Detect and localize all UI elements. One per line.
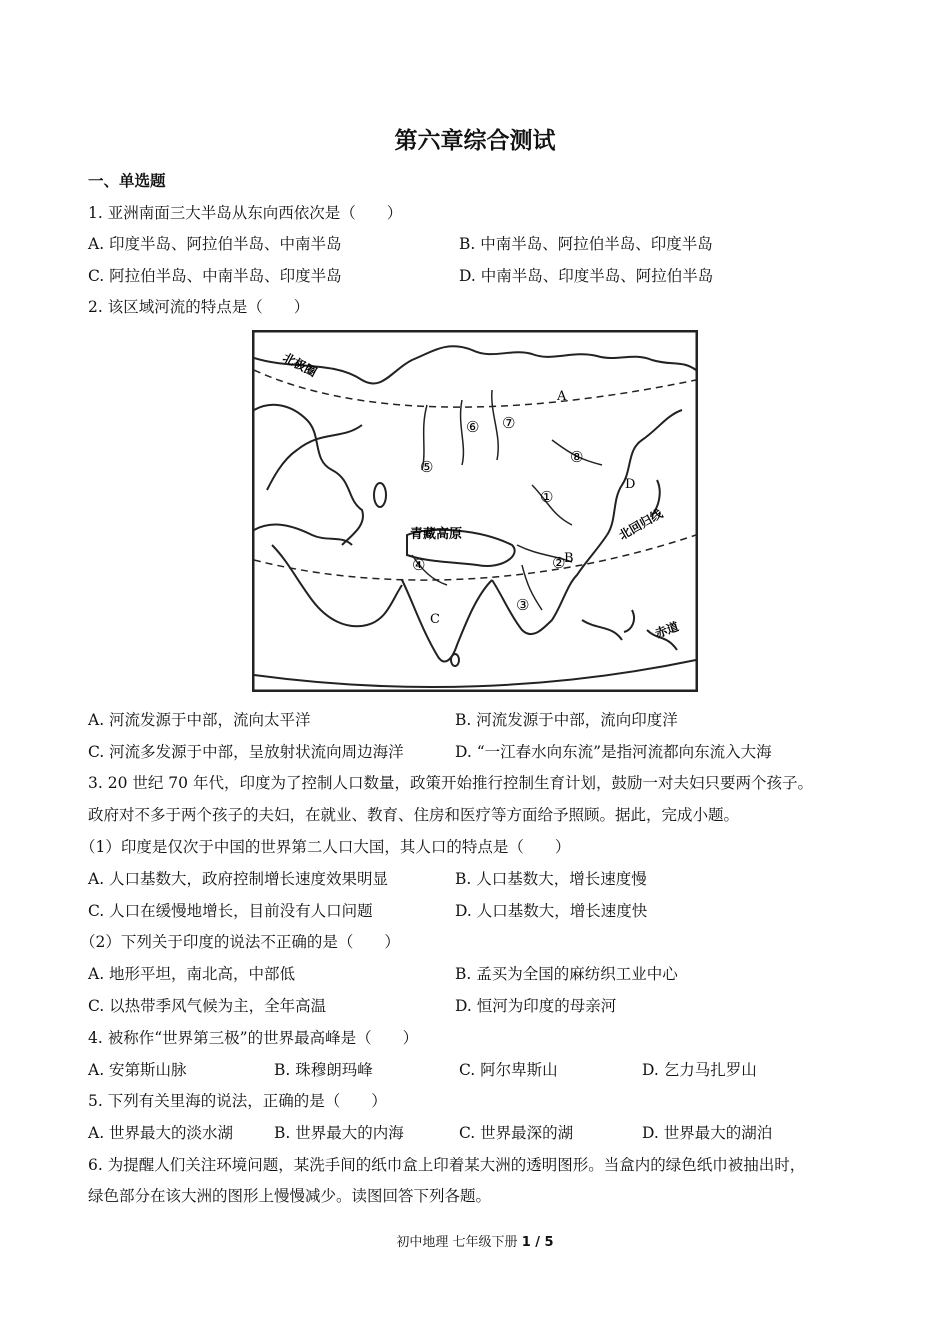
- q5-option-b: B. 世界最大的内海: [274, 1124, 404, 1142]
- map-number-2: ②: [552, 554, 566, 572]
- map-number-1: ①: [540, 488, 554, 506]
- page-title: 第六章综合测试: [394, 128, 556, 154]
- map-number-7: ⑦: [502, 414, 516, 432]
- q3-sub1-option-d: D. 人口基数大，增长速度快: [455, 902, 648, 920]
- q3-sub1-option-b: B. 人口基数大，增长速度慢: [455, 870, 647, 888]
- q3-sub2-option-d: D. 恒河为印度的母亲河: [455, 997, 617, 1015]
- q1-option-d: D. 中南半岛、印度半岛、阿拉伯半岛: [459, 267, 714, 285]
- q1-stem: 1. 亚洲南面三大半岛从东向西依次是（ ）: [88, 204, 403, 222]
- map-number-5: ⑤: [420, 458, 434, 476]
- arctic-circle-label: 北极圈: [280, 350, 319, 380]
- q6-stem-line1: 6. 为提醒人们关注环境问题，某洗手间的纸巾盒上印着某大洲的透明图形。当盒内的绿色纸巾被抽出时，: [88, 1156, 806, 1174]
- q3-sub1-option-a: A. 人口基数大，政府控制增长速度效果明显: [88, 870, 389, 888]
- q4-option-b: B. 珠穆朗玛峰: [274, 1061, 373, 1079]
- q2-option-a: A. 河流发源于中部，流向太平洋: [88, 711, 311, 729]
- q1-option-b: B. 中南半岛、阿拉伯半岛、印度半岛: [459, 235, 713, 253]
- q2-option-c: C. 河流多发源于中部，呈放射状流向周边海洋: [88, 743, 404, 761]
- q3-sub2-option-b: B. 孟买为全国的麻纺织工业中心: [455, 965, 678, 983]
- q3-sub1-stem: （1）印度是仅次于中国的世界第二人口大国，其人口的特点是（ ）: [80, 838, 571, 856]
- map-letter-b: B: [564, 551, 574, 566]
- q2-stem: 2. 该区域河流的特点是（ ）: [88, 298, 310, 316]
- q6-stem-line2: 绿色部分在该大洲的图形上慢慢减少。读图回答下列各题。: [88, 1187, 492, 1205]
- q3-sub2-option-c: C. 以热带季风气候为主，全年高温: [88, 997, 327, 1015]
- q5-option-c: C. 世界最深的湖: [459, 1124, 574, 1142]
- q5-option-a: A. 世界最大的淡水湖: [88, 1124, 234, 1142]
- asia-map: [252, 330, 698, 692]
- map-number-6: ⑥: [466, 418, 480, 436]
- map-number-3: ③: [516, 596, 530, 614]
- footer-text: 初中地理 七年级下册: [396, 1235, 518, 1250]
- q3-stem-line2: 政府对不多于两个孩子的夫妇，在就业、教育、住房和医疗等方面给予照顾。据此，完成小题。: [88, 806, 740, 824]
- map-letter-c: C: [430, 612, 440, 627]
- equator-label: 赤道: [653, 619, 681, 641]
- tibet-plateau-label: 青藏高原: [410, 527, 463, 542]
- q5-stem: 5. 下列有关里海的说法，正确的是（ ）: [88, 1092, 387, 1110]
- map-number-8: ⑧: [570, 448, 584, 466]
- q4-option-d: D. 乞力马扎罗山: [642, 1061, 757, 1079]
- section-heading: 一、单选题: [88, 172, 166, 190]
- q3-stem-line1: 3. 20 世纪 70 年代，印度为了控制人口数量，政策开始推行控制生育计划，鼓励一对夫妇只要两个孩子。: [88, 774, 813, 792]
- q4-option-c: C. 阿尔卑斯山: [459, 1061, 558, 1079]
- q4-option-a: A. 安第斯山脉: [88, 1061, 187, 1079]
- map-letter-d: D: [625, 477, 636, 492]
- page-footer: [0, 1231, 950, 1250]
- tropic-label: 北回归线: [616, 506, 666, 543]
- q2-option-d: D. “一江春水向东流”是指河流都向东流入大海: [455, 743, 772, 761]
- page-number: 1 / 5: [521, 1235, 554, 1250]
- q4-stem: 4. 被称作“世界第三极”的世界最高峰是（ ）: [88, 1029, 419, 1047]
- map-letter-a: A: [557, 389, 567, 404]
- q1-option-c: C. 阿拉伯半岛、中南半岛、印度半岛: [88, 267, 342, 285]
- q5-option-d: D. 世界最大的湖泊: [642, 1124, 773, 1142]
- q1-option-a: A. 印度半岛、阿拉伯半岛、中南半岛: [88, 235, 342, 253]
- q2-option-b: B. 河流发源于中部，流向印度洋: [455, 711, 678, 729]
- map-number-4: ④: [412, 556, 426, 574]
- q3-sub2-option-a: A. 地形平坦，南北高，中部低: [88, 965, 296, 983]
- q3-sub2-stem: （2）下列关于印度的说法不正确的是（ ）: [80, 933, 400, 951]
- q3-sub1-option-c: C. 人口在缓慢地增长，目前没有人口问题: [88, 902, 373, 920]
